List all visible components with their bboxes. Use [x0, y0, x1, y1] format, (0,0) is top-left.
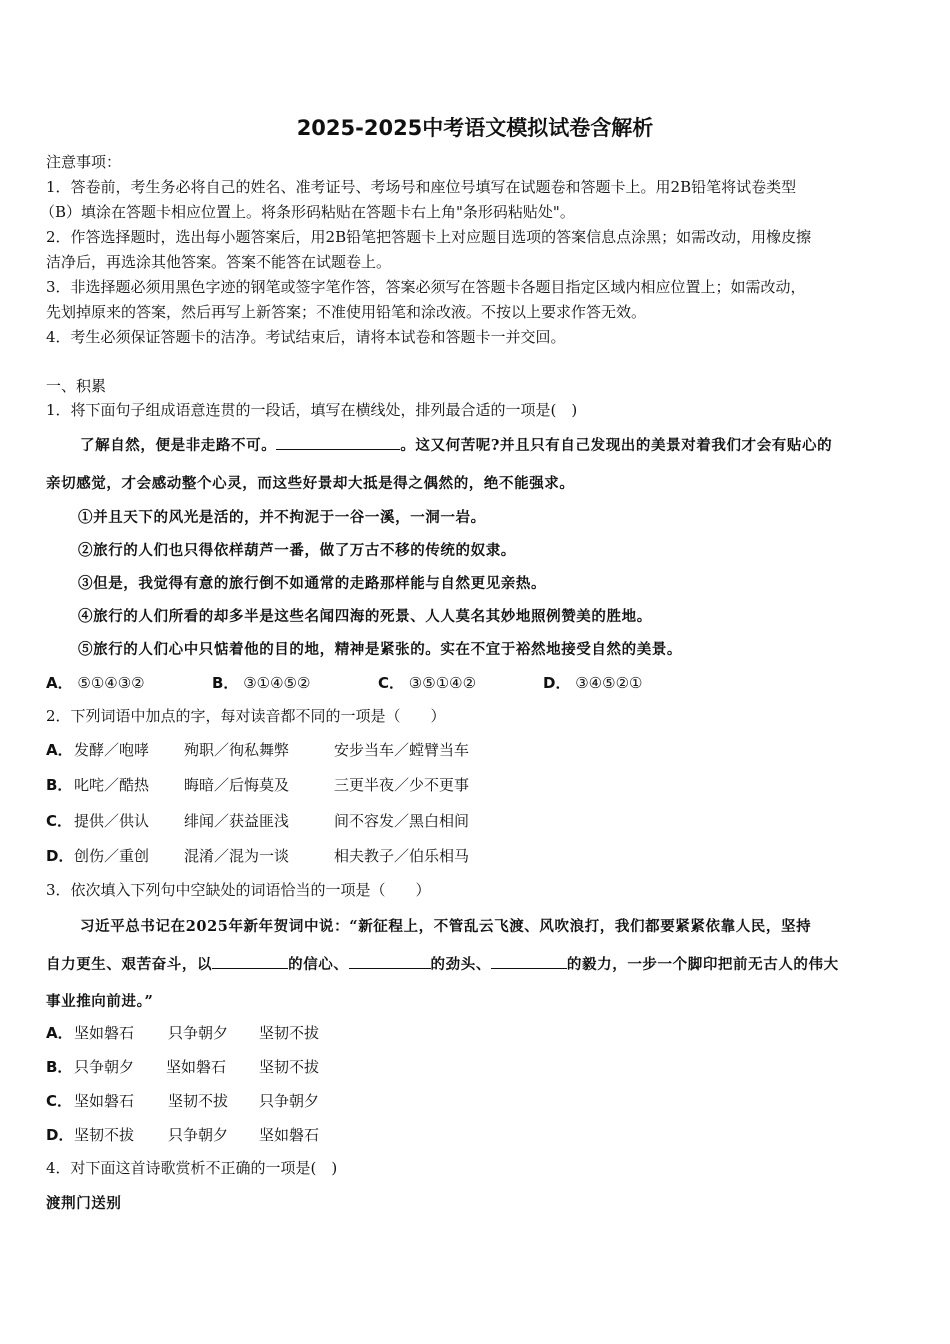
- passage-text: 的信心、: [288, 956, 349, 973]
- passage-text: 。这又何苦呢?并且只有自己发现出的美景对着我们才会有贴心的: [400, 437, 833, 454]
- question-1-passage-line-1: [80, 434, 832, 455]
- sentence-4: ④旅行的人们所看的却多半是这些名闻四海的死景、人人莫名其妙地照例赞美的胜地。: [78, 608, 652, 625]
- notice-heading: 注意事项：: [46, 153, 122, 171]
- passage-text: 的劲头、: [430, 956, 491, 973]
- question-2-option-d[interactable]: D．: [46, 847, 74, 865]
- option-a-word-3: 坚韧不拔: [259, 1024, 320, 1042]
- sentence-5: ⑤旅行的人们心中只惦着他的目的地，精神是紧张的。实在不宜于裕然地接受自然的美景。: [78, 641, 682, 658]
- question-2-option-b[interactable]: B．: [46, 776, 73, 794]
- question-3-passage-line-1: 习近平总书记在2025年新年贺词中说：“新征程上，不管乱云飞渡、风吹浪打，我们都要紧紧依靠人民，坚持: [80, 918, 812, 935]
- notice-line-1: 1．答卷前，考生务必将自己的姓名、准考证号、考场号和座位号填写在试题卷和答题卡上。用2B铅笔将试卷类型: [46, 178, 797, 196]
- option-a-pair-1: 发酵／咆哮: [74, 741, 150, 759]
- passage-text: 的毅力，一步一个脚印把前无古人的伟大: [566, 956, 839, 973]
- option-b-pair-3: 三更半夜／少不更事: [334, 776, 470, 794]
- option-b-word-3: 坚韧不拔: [259, 1058, 320, 1076]
- notice-line-3: 2．作答选择题时，选出每小题答案后，用2B铅笔把答题卡上对应题目选项的答案信息点涂黑；如需改动，用橡皮擦: [46, 228, 812, 246]
- question-1-option-a[interactable]: A． ⑤①④③②: [46, 674, 145, 692]
- question-3-option-d[interactable]: D．: [46, 1126, 74, 1144]
- question-3-passage-line-3: 事业推向前进。”: [46, 993, 154, 1010]
- option-c-word-2: 坚韧不拔: [168, 1092, 229, 1110]
- option-a-pair-3: 安步当车／螳臂当车: [334, 741, 470, 759]
- option-d-word-1: 坚韧不拔: [74, 1126, 135, 1144]
- notice-line-5: 3．非选择题必须用黑色字迹的钢笔或签字笔作答，答案必须写在答题卡各题目指定区域内相应位置上；如需改动，: [46, 278, 806, 296]
- poem-title: 渡荆门送别: [46, 1195, 122, 1212]
- passage-text: 了解自然，便是非走路不可。: [80, 437, 277, 454]
- option-b-word-1: 只争朝夕: [74, 1058, 135, 1076]
- question-1-stem: 1．将下面句子组成语意连贯的一段话，填写在横线处，排列最合适的一项是( ): [46, 401, 578, 419]
- question-4-stem: 4．对下面这首诗歌赏析不正确的一项是( ): [46, 1159, 338, 1177]
- question-3-passage-line-2: [46, 953, 839, 974]
- question-3-stem: 3．依次填入下列句中空缺处的词语恰当的一项是（ ）: [46, 881, 431, 899]
- notice-line-2: （B）填涂在答题卡相应位置上。将条形码粘贴在答题卡右上角"条形码粘贴处"。: [40, 203, 575, 221]
- notice-line-4: 洁净后，再选涂其他答案。答案不能答在试题卷上。: [46, 253, 392, 271]
- question-1-option-d[interactable]: D． ③④⑤②①: [543, 674, 643, 692]
- answer-blank-3: [491, 954, 567, 969]
- answer-blank-1: [212, 954, 288, 969]
- sentence-3: ③但是，我觉得有意的旅行倒不如通常的走路那样能与自然更见亲热。: [78, 575, 547, 592]
- sentence-1: ①并且天下的风光是活的，并不拘泥于一谷一溪，一洞一岩。: [78, 509, 486, 526]
- option-a-word-2: 只争朝夕: [168, 1024, 229, 1042]
- question-1-option-b[interactable]: B． ③①④⑤②: [212, 674, 311, 692]
- question-1-option-c[interactable]: C． ③⑤①④②: [378, 674, 477, 692]
- option-b-word-2: 坚如磐石: [166, 1058, 227, 1076]
- answer-blank: [276, 435, 400, 450]
- option-d-pair-1: 创伤／重创: [74, 847, 150, 865]
- option-a-pair-2: 殉职／徇私舞弊: [184, 741, 290, 759]
- page-title: 2025-2025中考语文模拟试卷含解析: [296, 116, 654, 140]
- option-b-pair-2: 晦暗／后悔莫及: [184, 776, 290, 794]
- answer-blank-2: [349, 954, 431, 969]
- notice-line-7: 4．考生必须保证答题卡的洁净。考试结束后，请将本试卷和答题卡一并交回。: [46, 328, 566, 346]
- question-3-option-a[interactable]: A．: [46, 1024, 73, 1042]
- question-2-option-a[interactable]: A．: [46, 741, 73, 759]
- question-1-passage-line-2: 亲切感觉，才会感动整个心灵，而这些好景却大抵是得之偶然的，绝不能强求。: [46, 475, 575, 492]
- question-3-option-b[interactable]: B．: [46, 1058, 73, 1076]
- option-b-pair-1: 叱咤／酷热: [74, 776, 150, 794]
- section-heading: 一、积累: [46, 377, 107, 395]
- option-c-pair-1: 提供／供认: [74, 812, 150, 830]
- option-d-pair-3: 相夫教子／伯乐相马: [334, 847, 470, 865]
- option-c-pair-3: 间不容发／黑白相间: [334, 812, 470, 830]
- option-a-word-1: 坚如磐石: [74, 1024, 135, 1042]
- option-d-pair-2: 混淆／混为一谈: [184, 847, 290, 865]
- option-d-word-3: 坚如磐石: [259, 1126, 320, 1144]
- option-c-word-3: 只争朝夕: [259, 1092, 320, 1110]
- notice-line-6: 先划掉原来的答案，然后再写上新答案；不准使用铅笔和涂改液。不按以上要求作答无效。: [46, 303, 647, 321]
- question-3-option-c[interactable]: C．: [46, 1092, 73, 1110]
- option-c-word-1: 坚如磐石: [74, 1092, 135, 1110]
- option-c-pair-2: 绯闻／获益匪浅: [184, 812, 290, 830]
- option-d-word-2: 只争朝夕: [168, 1126, 229, 1144]
- question-2-stem: 2．下列词语中加点的字，每对读音都不同的一项是（ ）: [46, 707, 446, 725]
- sentence-2: ②旅行的人们也只得依样葫芦一番，做了万古不移的传统的奴隶。: [78, 542, 516, 559]
- passage-text: 自力更生、艰苦奋斗，以: [46, 956, 213, 973]
- question-2-option-c[interactable]: C．: [46, 812, 73, 830]
